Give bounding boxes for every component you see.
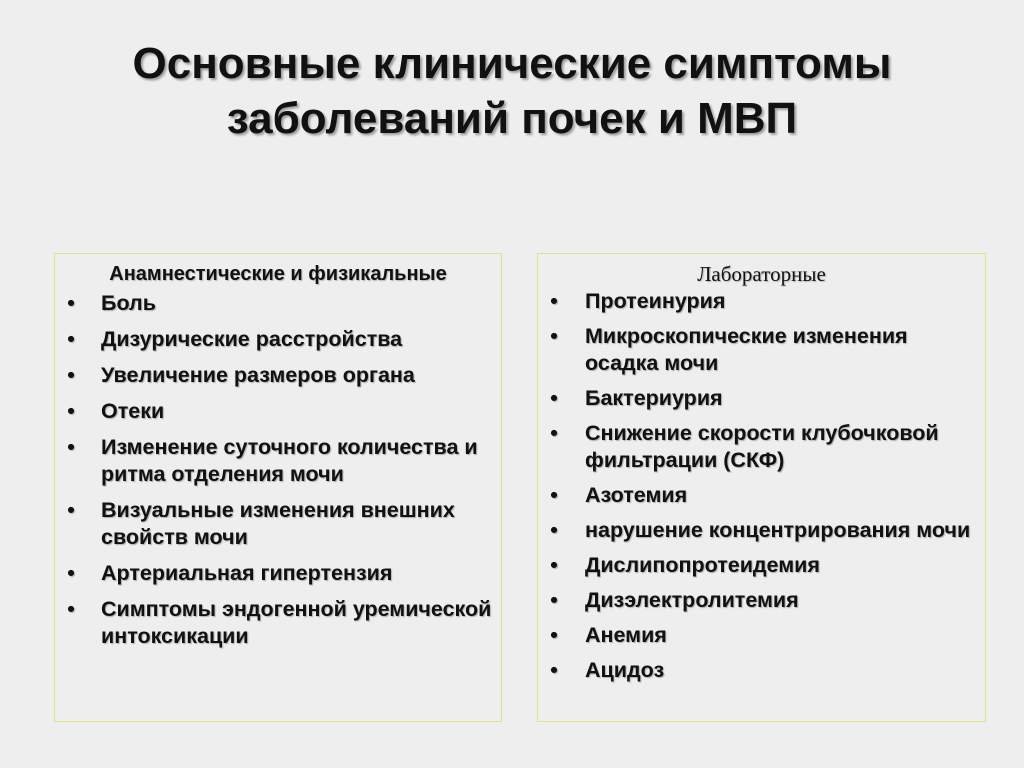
- bullet-icon: •: [67, 561, 75, 585]
- list-item: [55, 362, 501, 389]
- list-item: [538, 482, 985, 509]
- list-item-text: Отеки: [101, 399, 165, 423]
- laboratory-panel-heading: Лабораторные: [697, 262, 826, 286]
- bullet-icon: •: [550, 588, 558, 612]
- bullet-icon: •: [550, 483, 558, 507]
- list-item-text: Дизурические расстройства: [101, 327, 403, 351]
- bullet-icon: •: [550, 289, 558, 313]
- bullet-icon: •: [550, 658, 558, 682]
- slide-title-line-2: заболеваний почек и МВП: [226, 94, 798, 143]
- laboratory-symptoms-panel: [537, 253, 986, 722]
- list-item: [538, 288, 985, 315]
- anamnestic-symptoms-list: [55, 290, 501, 650]
- bullet-icon: •: [550, 324, 558, 348]
- bullet-icon: •: [67, 597, 75, 621]
- list-item-text: Бактериурия: [585, 386, 723, 410]
- list-item: [538, 552, 985, 579]
- anamnestic-panel-heading: Анамнестические и физикальные: [109, 263, 447, 285]
- list-item: [55, 398, 501, 425]
- list-item: [538, 622, 985, 649]
- list-item-text: Анемия: [585, 623, 667, 647]
- list-item: [538, 420, 985, 474]
- list-item: [538, 323, 985, 377]
- list-item-text: Визуальные изменения внешних свойств мочи: [101, 498, 455, 549]
- slide-title: [0, 36, 1024, 146]
- list-item: [538, 385, 985, 412]
- list-item-text: Боль: [101, 291, 156, 315]
- bullet-icon: •: [550, 421, 558, 445]
- list-item: [55, 596, 501, 650]
- list-item-text: Микроскопические изменения осадка мочи: [585, 324, 908, 375]
- list-item: [55, 326, 501, 353]
- list-item-text: Симптомы эндогенной уремической интоксикации: [101, 597, 492, 648]
- bullet-icon: •: [550, 623, 558, 647]
- list-item-text: Ацидоз: [585, 658, 665, 682]
- bullet-icon: •: [67, 498, 75, 522]
- anamnestic-symptoms-panel: [54, 253, 502, 722]
- list-item-text: Дизэлектролитемия: [585, 588, 799, 612]
- bullet-icon: •: [550, 553, 558, 577]
- list-item-text: Артериальная гипертензия: [101, 561, 393, 585]
- list-item: [538, 587, 985, 614]
- bullet-icon: •: [550, 386, 558, 410]
- list-item-text: Дислипопротеидемия: [585, 553, 820, 577]
- list-item: [538, 657, 985, 684]
- list-item-text: Изменение суточного количества и ритма отделения мочи: [101, 435, 478, 486]
- laboratory-symptoms-list: [538, 288, 985, 684]
- slide-title-line-1: Основные клинические симптомы: [132, 39, 892, 88]
- bullet-icon: •: [67, 291, 75, 315]
- bullet-icon: •: [67, 435, 75, 459]
- bullet-icon: •: [550, 518, 558, 542]
- bullet-icon: •: [67, 363, 75, 387]
- list-item-text: Протеинурия: [585, 289, 726, 313]
- list-item: [55, 290, 501, 317]
- list-item-text: Азотемия: [585, 483, 688, 507]
- list-item-text: Увеличение размеров органа: [101, 363, 415, 387]
- list-item: [55, 497, 501, 551]
- list-item: [55, 560, 501, 587]
- list-item-text: Снижение скорости клубочковой фильтрации (СКФ): [585, 421, 939, 472]
- bullet-icon: •: [67, 327, 75, 351]
- list-item: [538, 517, 985, 544]
- list-item: [55, 434, 501, 488]
- bullet-icon: •: [67, 399, 75, 423]
- list-item-text: нарушение концентрирования мочи: [585, 518, 971, 542]
